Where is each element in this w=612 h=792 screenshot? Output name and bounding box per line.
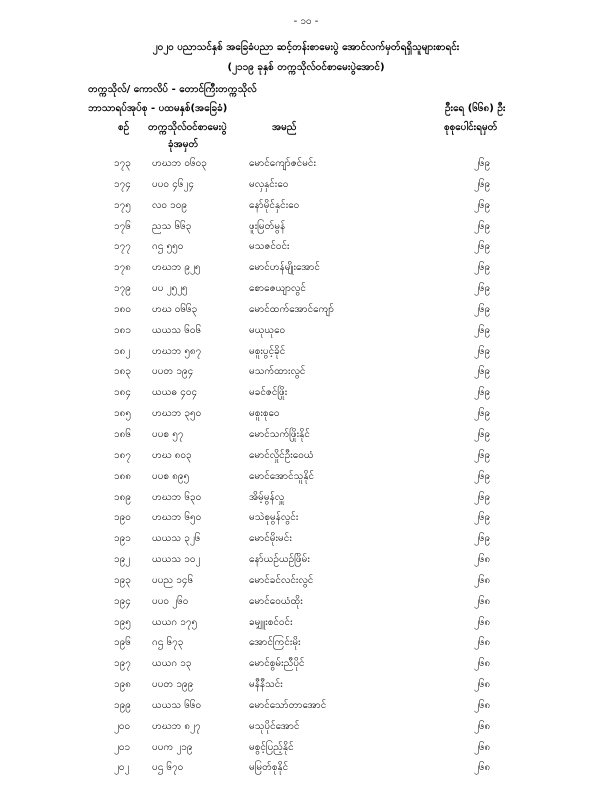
total-marks: ၂၆၉ [474, 220, 491, 232]
student-name: မောင်ကျော်ဇင်မင်း [249, 158, 317, 169]
row-number: ၁၈၄ [114, 387, 131, 399]
results-list [0, 152, 612, 777]
total-marks: ၂၆၉ [474, 283, 491, 295]
total-marks: ၂၆၉ [474, 241, 491, 253]
row-number: ၁၈၃ [114, 366, 131, 378]
row-number: ၁၉၃ [114, 574, 131, 586]
total-marks: ၂၆၈ [474, 720, 491, 732]
total-marks: ၂၆၈ [474, 762, 491, 774]
table-row [0, 694, 612, 715]
table-row [0, 319, 612, 340]
roll-number: ပပစ ၅၇ [152, 428, 184, 440]
total-marks: ၂၆၈ [474, 574, 491, 586]
table-row [0, 756, 612, 777]
total-marks: ၂၆၈ [474, 554, 491, 566]
table-row [0, 590, 612, 611]
total-marks: ၂၆၉ [474, 158, 491, 169]
table-row [0, 527, 612, 548]
student-name: အိမ့်မွန်လှူ [249, 491, 285, 503]
student-name: မောင်အောင်သူနိုင် [249, 470, 315, 482]
row-number: ၂၀၁ [114, 741, 131, 753]
table-row [0, 277, 612, 298]
row-number: ၁၈၂ [114, 345, 131, 357]
row-number: ၁၉၈ [114, 679, 131, 691]
student-name: မလှနှင်းဝေ [249, 178, 289, 190]
roll-number: ဂဌ ၅၅၀ [152, 241, 184, 253]
roll-number: ဟဃဘ ၉၂၅ [152, 262, 201, 274]
row-number: ၁၉၉ [114, 699, 131, 711]
student-name: မောင်မိုးမင်း [249, 533, 292, 545]
row-number: ၁၈၉ [114, 491, 131, 503]
roll-number: လဝ ၁၀၉ [152, 199, 188, 211]
roll-number: ဟဃ ၈၀၃ [152, 449, 192, 461]
row-number: ၁၇၄ [114, 178, 131, 190]
roll-number: ယယဂ ၁၃ [152, 658, 192, 670]
total-marks: ၂၆၉ [474, 199, 491, 211]
table-row [0, 569, 612, 590]
total-marks: ၂၆၉ [474, 449, 491, 461]
roll-number: ယယသ ၃၂၆ [152, 533, 201, 545]
roll-number: ယယသ ၆၆၀ [152, 699, 202, 711]
roll-number: ဟဃဘ ၈၂၇ [152, 720, 201, 732]
column-header-no: စဉ် [118, 122, 130, 133]
table-row [0, 235, 612, 256]
table-row [0, 173, 612, 194]
table-row [0, 652, 612, 673]
roll-number: ယယဓ ၄၀၄ [152, 387, 198, 399]
total-marks: ၂၆၉ [474, 408, 491, 420]
page-number: - ၁၀ - [293, 16, 319, 27]
roll-number: ဟဃဘ ၃၅၀ [152, 408, 202, 420]
student-name: မစူးစုဝေ [249, 408, 280, 420]
total-marks: ၂၆၉ [474, 178, 491, 190]
row-number: ၁၉၀ [114, 512, 131, 524]
roll-number: ဟဃဘ ၆၃၀ [152, 491, 202, 503]
roll-number: ယယဂ ၁၇၅ [152, 616, 198, 628]
student-name: မောင်လှိုင်ဦးဝေယံ [249, 449, 314, 461]
roll-number: ဟဃဘ ၅၈၇ [152, 345, 202, 357]
student-name: စောဇေယျာလွင် [249, 283, 306, 295]
roll-number: ပဌ ၆၇၀ [152, 762, 184, 774]
column-header-name: အမည် [272, 122, 297, 133]
row-number: ၁၇၉ [114, 283, 131, 295]
student-name: အောင်ကြင်းမိုး [249, 637, 301, 649]
total-count-label: ဦးရေ (၆၆၈) ဦး [445, 103, 506, 114]
total-marks: ၂၆၉ [474, 345, 491, 357]
total-marks: ၂၆၉ [474, 470, 491, 482]
row-number: ၁၉၆ [114, 637, 131, 649]
total-marks: ၂၆၉ [474, 491, 491, 503]
roll-number: ပပက ၂၁၉ [152, 741, 193, 753]
student-name: မသုပိုင်အောင် [249, 720, 300, 732]
table-row [0, 715, 612, 736]
document-subtitle: (၂၁၁၉ ခုနှစ် တက္ကသိုလ်ဝင်စာမေးပွဲအောင်) [227, 62, 385, 73]
student-name: ခမျှူးစင်ဝင်း [249, 616, 293, 628]
document-title: ၂၀၂၀ ပညာသင်နှစ် အခြေခံပညာ ဆင့်တန်းစာမေးပွဲ အောင်လက်မှတ်ရရှိသူများစာရင်း [152, 42, 460, 53]
total-marks: ၂၆၉ [474, 387, 491, 399]
table-row [0, 256, 612, 277]
table-row [0, 673, 612, 694]
row-number: ၁၇၇ [114, 241, 131, 253]
student-name: မောင်ဟန်မျိုးအောင် [249, 262, 320, 274]
row-number: ၁၉၅ [114, 616, 131, 628]
roll-number: ဟဃဘ ၀၆၀၃ [152, 158, 207, 169]
student-name: နော်ယဉ်ယဉ်ဖြိမ်း [249, 554, 310, 566]
row-number: ၁၉၄ [114, 595, 131, 607]
table-row [0, 402, 612, 423]
student-name: ဖူးမြတ်မွန် [249, 220, 286, 232]
student-name: မောင်ထက်အောင်ကျော် [249, 303, 335, 315]
table-row [0, 298, 612, 319]
roll-number: ပပစ ၈၉၅ [152, 470, 190, 482]
table-row [0, 360, 612, 381]
row-number: ၁၈၆ [114, 428, 131, 440]
student-name: မသဇင်ဝင်း [249, 241, 290, 253]
student-name: မမြတ်စုနိုင် [249, 762, 289, 774]
total-marks: ၂၆၉ [474, 366, 491, 378]
row-number: ၁၈၀ [114, 303, 131, 315]
column-header-roll-number: တက္ကသိုလ်ဝင်စာမေးပွဲ [148, 122, 227, 133]
student-name: မောင်ခင်လင်းလွင် [249, 574, 314, 586]
roll-number: ပပ ၂၅၂၅ [152, 283, 188, 295]
row-number: ၁၈၇ [114, 449, 131, 461]
total-marks: ၂၆၉ [474, 303, 491, 315]
roll-number: ယယသ ၆၀၆ [152, 324, 202, 336]
total-marks: ၂၆၈ [474, 741, 491, 753]
student-name: မစူးပွင့်ခိုင် [249, 345, 286, 357]
table-row [0, 506, 612, 527]
student-name: မခင်ဇင်ဖြိုး [249, 387, 288, 399]
student-name: မသက်ထားလွင် [249, 366, 306, 378]
student-name: မယုယုဝေ [249, 324, 286, 336]
total-marks: ၂၆၉ [474, 324, 491, 336]
total-marks: ၂၆၈ [474, 699, 491, 711]
table-row [0, 194, 612, 215]
total-marks: ၂၆၉ [474, 533, 491, 545]
roll-number: ဟဃဘ ၆၅၀ [152, 512, 202, 524]
column-header-roll-number-line2: ခုံအမှတ် [168, 139, 199, 150]
total-marks: ၂၆၉ [474, 262, 491, 274]
total-marks: ၂၆၈ [474, 595, 491, 607]
student-name: မသဲစုမွန်လွင်း [249, 512, 299, 524]
table-row [0, 340, 612, 361]
row-number: ၂၀၂ [114, 762, 130, 774]
student-name: မစွင့်ပြည့်နိုင် [249, 741, 294, 753]
university-label: တက္ကသိုလ်/ ကောလိပ် - တောင်ကြီးတက္ကသိုလ် [88, 84, 257, 95]
roll-number: ညသ ၆၆၃ [152, 220, 192, 232]
student-name: မောင်ဝေယံထိုး [249, 595, 303, 607]
table-row [0, 381, 612, 402]
row-number: ၁၇၅ [114, 199, 131, 211]
row-number: ၁၉၂ [114, 554, 131, 566]
row-number: ၁၇၈ [114, 262, 131, 274]
row-number: ၁၇၃ [114, 158, 131, 169]
student-name: မနီနီသင်း [249, 679, 283, 691]
student-name: မောင်စွမ်းညီပိုင် [249, 658, 305, 670]
column-header-total-marks: စုစုပေါင်းရမှတ် [444, 122, 498, 133]
row-number: ၁၉၁ [114, 533, 131, 545]
table-row [0, 611, 612, 632]
total-marks: ၂၆၈ [474, 616, 491, 628]
total-marks: ၂၆၈ [474, 658, 491, 670]
table-row [0, 423, 612, 444]
table-row [0, 548, 612, 569]
table-row [0, 215, 612, 236]
table-row [0, 631, 612, 652]
roll-number: ပပတ ၁၉၄ [152, 366, 194, 378]
table-row [0, 486, 612, 507]
table-row [0, 465, 612, 486]
table-row [0, 152, 612, 173]
roll-number: ပပဝ ၂၆၀ [152, 595, 189, 607]
row-number: ၁၈၈ [114, 470, 132, 482]
roll-number: ပပည ၁၄၆ [152, 574, 194, 586]
roll-number: ဟဃ ၀၆၆၃ [152, 303, 198, 315]
roll-number: ဂဌ ၆၇၃ [152, 637, 184, 649]
total-marks: ၂၆၈ [474, 637, 491, 649]
student-name: နော်မိုင်နှင်းဝေ [249, 199, 300, 211]
row-number: ၁၈၁ [114, 324, 131, 336]
total-marks: ၂၆၈ [474, 679, 491, 691]
row-number: ၁၉၇ [114, 658, 131, 670]
student-name: မောင်သော်တာအောင် [249, 699, 327, 711]
row-number: ၁၈၅ [114, 408, 131, 420]
roll-number: ပပတ ၁၉၉ [152, 679, 194, 691]
row-number: ၁၇၆ [114, 220, 131, 232]
subject-group-label: ဘာသာရပ်အုပ်စု - ပထမနှစ်(အခြေခံ) [88, 103, 228, 114]
roll-number: ပပဝ ၄၆၂၄ [152, 178, 194, 190]
roll-number: ယယသ ၁၀၂ [152, 554, 201, 566]
row-number: ၂၀၀ [114, 720, 131, 732]
student-name: မောင်သက်ဖြိုးနိုင် [249, 428, 310, 440]
total-marks: ၂၆၉ [474, 428, 491, 440]
table-row [0, 736, 612, 757]
table-row [0, 444, 612, 465]
total-marks: ၂၆၉ [474, 512, 491, 524]
